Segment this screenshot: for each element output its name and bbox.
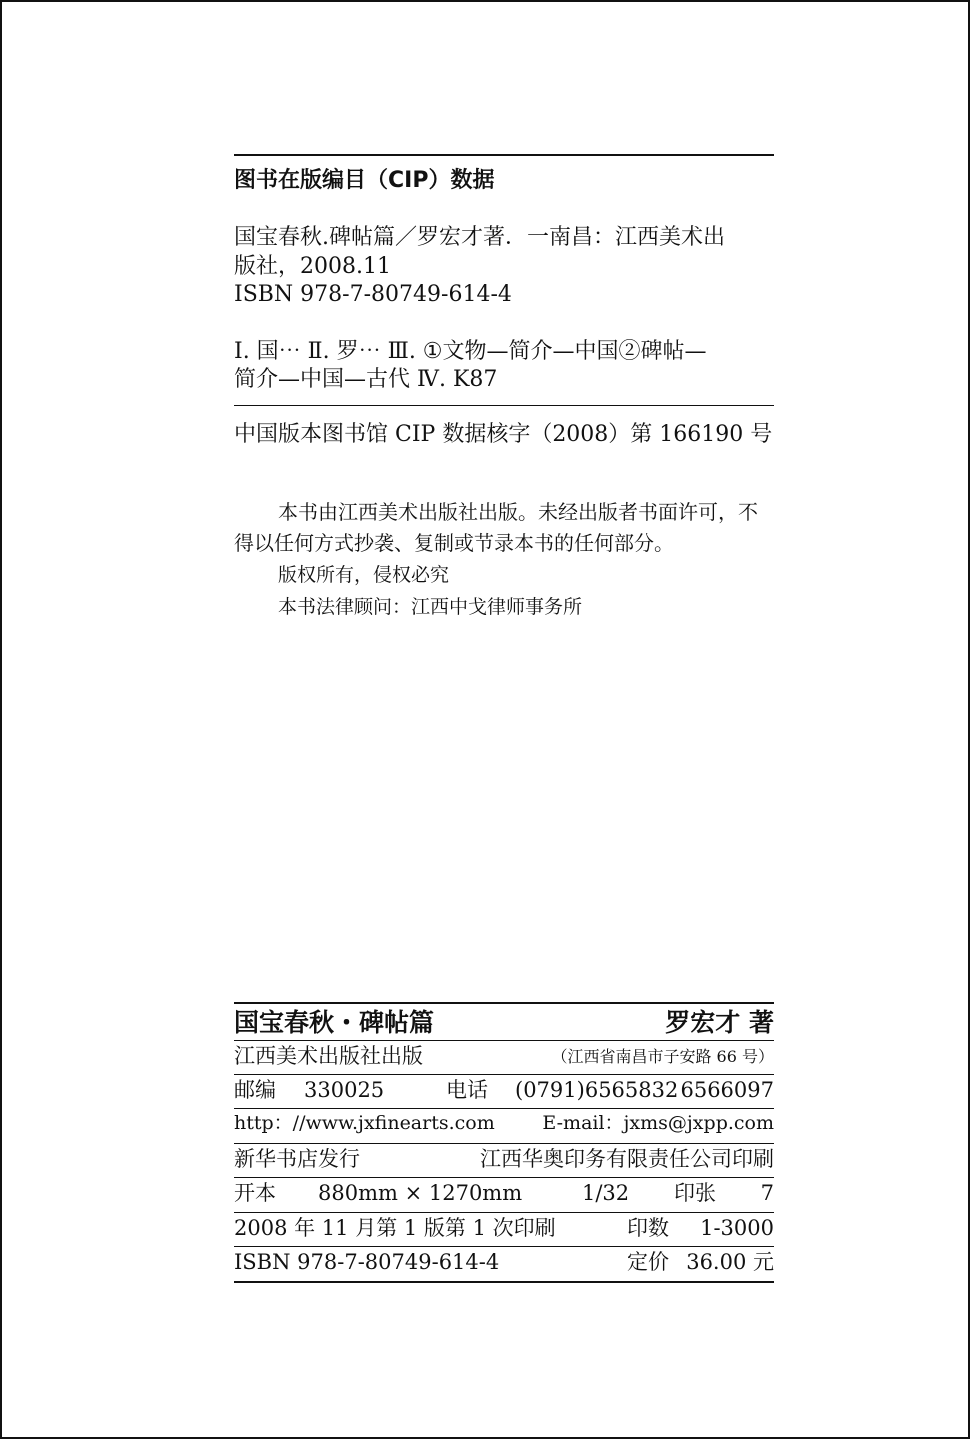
colophon-isbn: ISBN 978-7-80749-614-4: [234, 1250, 500, 1274]
sheets-label: 印张: [674, 1181, 716, 1205]
print-run-label: 印数: [627, 1216, 669, 1240]
phone-2: 6566097: [680, 1078, 774, 1102]
rights-notice: 版权所有，侵权必究: [278, 564, 450, 586]
postcode: 330025: [304, 1078, 385, 1102]
book-author: 罗宏才 著: [665, 1008, 774, 1037]
format-label: 开本: [234, 1181, 276, 1205]
colophon-bottom-rule: [234, 1281, 774, 1283]
cip-bottom-rule: [234, 405, 774, 406]
book-title: 国宝春秋・碑帖篇: [234, 1008, 435, 1037]
price-label: 定价: [627, 1250, 669, 1274]
cip-isbn-line: ISBN 978-7-80749-614-4: [234, 282, 512, 307]
publisher-address: （江西省南昌市子安路 66 号）: [551, 1047, 774, 1066]
colophon-rule-6: [234, 1212, 774, 1213]
colophon-rule-2: [234, 1074, 774, 1075]
legal-advisor: 本书法律顾问：江西中戈律师事务所: [278, 596, 583, 618]
cip-top-rule: [234, 154, 774, 156]
postcode-label: 邮编: [234, 1078, 276, 1102]
notice-line-1: 本书由江西美术出版社出版。未经出版者书面许可，不: [278, 500, 758, 524]
colophon-top-rule: [234, 1002, 774, 1004]
publisher: 江西美术出版社出版: [234, 1044, 423, 1068]
phone-label: 电话: [446, 1078, 488, 1102]
colophon-rule-1: [234, 1040, 774, 1041]
notice-line-2: 得以任何方式抄袭、复制或节录本书的任何部分。: [234, 531, 674, 555]
sheets-count: 7: [760, 1181, 774, 1205]
phone-1: (0791)6565832: [515, 1078, 679, 1102]
format-fraction: 1/32: [582, 1181, 630, 1205]
email: E-mail：jxms@jxpp.com: [542, 1112, 774, 1134]
colophon-rule-7: [234, 1246, 774, 1247]
cip-heading: 图书在版编目（CIP）数据: [234, 168, 495, 193]
cip-approval: 中国版本图书馆 CIP 数据核字（2008）第 166190 号: [234, 422, 773, 447]
price: 36.00 元: [686, 1250, 774, 1274]
format-size: 880mm × 1270mm: [318, 1181, 523, 1205]
cip-entry-line-1: 国宝春秋.碑帖篇／罗宏才著．一南昌：江西美术出: [234, 225, 725, 250]
cip-class-line-2: 简介—中国—古代 Ⅳ. K87: [234, 367, 498, 392]
colophon-rule-3: [234, 1108, 774, 1109]
colophon-rule-4: [234, 1143, 774, 1144]
print-run: 1-3000: [700, 1216, 774, 1240]
cip-class-line-1: Ⅰ. 国⋯ Ⅱ. 罗⋯ Ⅲ. ①文物—简介—中国②碑帖—: [234, 339, 707, 364]
colophon-rule-5: [234, 1177, 774, 1178]
website: http：//www.jxfinearts.com: [234, 1112, 495, 1134]
edition: 2008 年 11 月第 1 版第 1 次印刷: [234, 1216, 556, 1240]
distributor: 新华书店发行: [234, 1147, 360, 1171]
printer: 江西华奥印务有限责任公司印刷: [480, 1147, 774, 1171]
cip-entry-line-2: 版社，2008.11: [234, 254, 391, 279]
